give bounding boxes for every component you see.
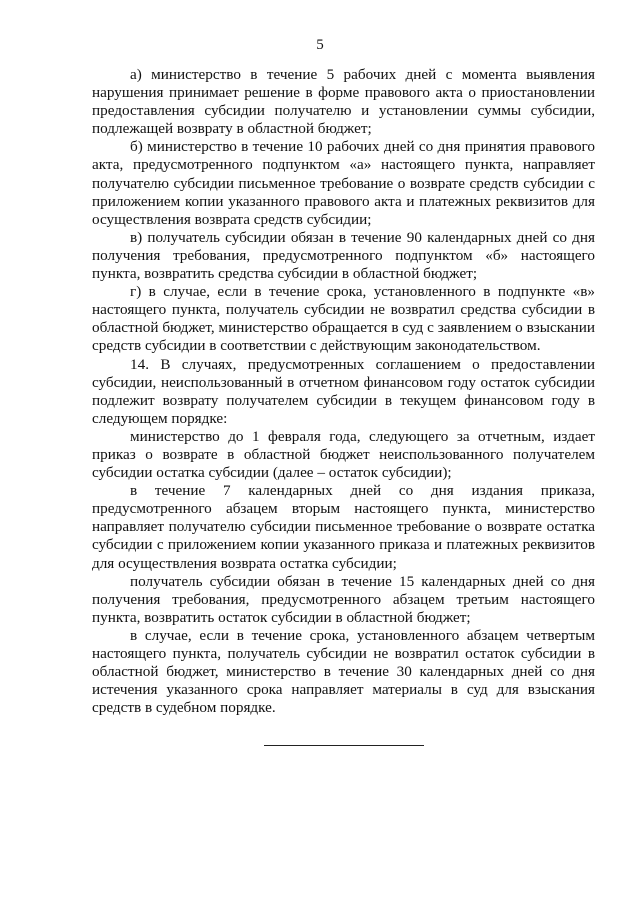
paragraph-point-14: 14. В случаях, предусмотренных соглашением о предоставлении субсидии, неиспользованный в отчетном финансовом году остаток субсидии подлежит возврату получателем субсидии в текущем финансовом году в следующем порядке: [92, 355, 595, 427]
paragraph-subpoint-g: г) в случае, если в течение срока, установленного в подпункте «в» настоящего пункта, получатель субсидии не возвратил средства субсидии в областной бюджет, министерство обращается в суд с заявлением о взыскании средств субсидии в соответствии с действующим законодательством. [92, 283, 595, 355]
paragraph-point-14-abzac-5: в случае, если в течение срока, установленного абзацем четвертым настоящего пункта, получатель субсидии не возвратил остаток субсидии в областной бюджет, министерство в течение 30 календарных дней со дня истечения указанного срока направляет материалы в суд для взыскания средств в судебном порядке. [92, 626, 595, 717]
paragraph-subpoint-a: а) министерство в течение 5 рабочих дней с момента выявления нарушения принимает решение в форме правового акта о приостановлении предоставления субсидии получателю и установлении суммы субсидии, подлежащей возврату в областной бюджет; [92, 66, 595, 138]
paragraph-point-14-abzac-4: получатель субсидии обязан в течение 15 календарных дней со дня получения требования, предусмотренного абзацем третьим настоящего пункта, возвратить остаток субсидии в областной бюджет; [92, 572, 595, 626]
page-number: 5 [316, 37, 324, 53]
paragraph-point-14-abzac-2: министерство до 1 февраля года, следующего за отчетным, издает приказ о возврате в областной бюджет неиспользованного получателем субсидии остатка субсидии (далее – остаток субсидии); [92, 427, 595, 482]
paragraph-subpoint-b: б) министерство в течение 10 рабочих дней со дня принятия правового акта, предусмотренного подпунктом «а» настоящего пункта, направляет получателю субсидии письменное требование о возврате средств субсидии с приложением копии указанного правового акта и платежных реквизитов для осуществления возврата средств субсидии; [92, 138, 595, 228]
closing-divider-line [264, 745, 424, 746]
paragraph-point-14-abzac-3: в течение 7 календарных дней со дня издания приказа, предусмотренного абзацем вторым настоящего пункта, министерство направляет получателю субсидии письменное требование о возврате остатка субсидии с приложением копии указанного приказа и платежных реквизитов для осуществления возврата остатка субсидии; [92, 482, 595, 572]
document-body [92, 66, 595, 717]
paragraph-subpoint-v: в) получатель субсидии обязан в течение 90 календарных дней со дня получения требования, предусмотренного подпунктом «б» настоящего пункта, возвратить средства субсидии в областной бюджет; [92, 228, 595, 283]
